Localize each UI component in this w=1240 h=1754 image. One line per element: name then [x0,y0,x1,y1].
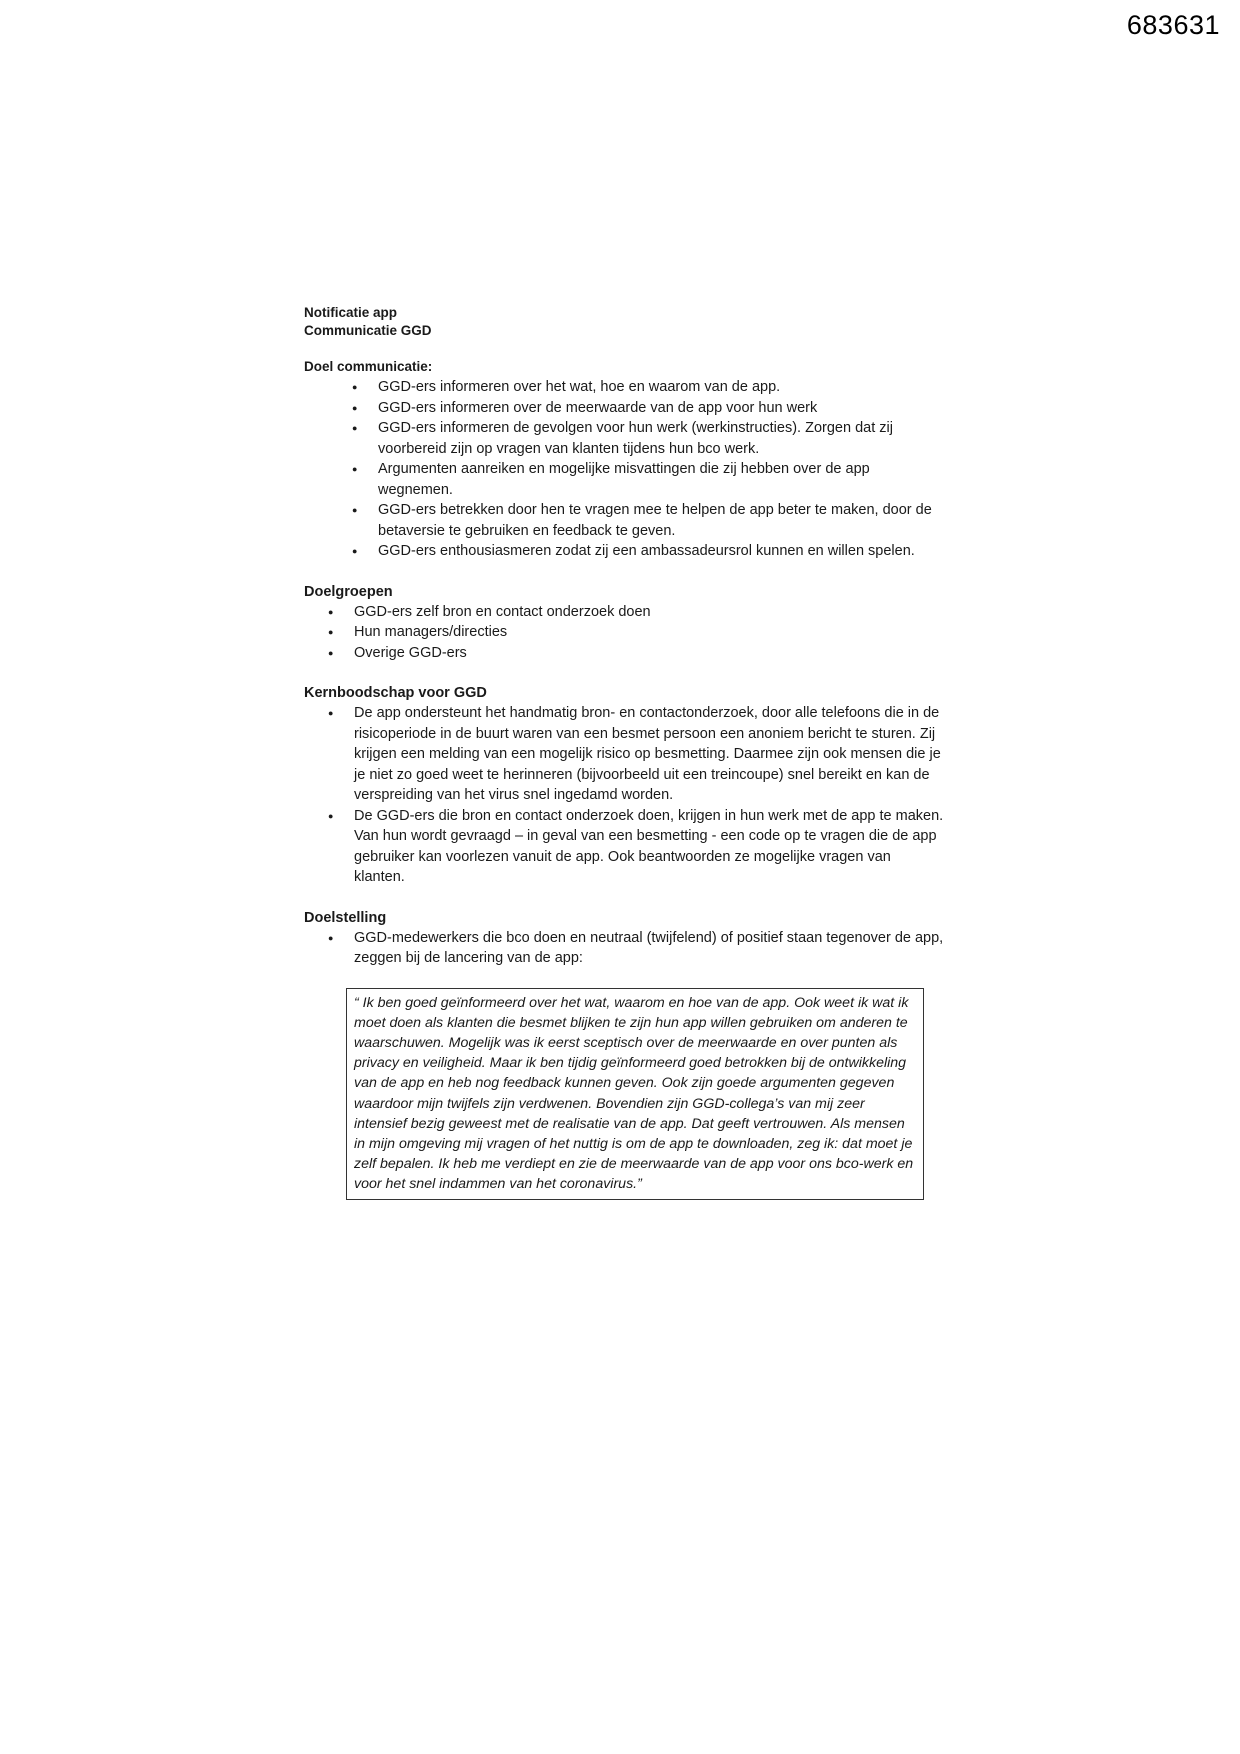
heading-doelgroepen: Doelgroepen [304,583,393,600]
list-item: ● Argumenten aanreiken en mogelijke misvattingen die zij hebben over de app wegnemen. [304,459,944,500]
list-item: ● De GGD-ers die bron en contact onderzoek doen, krijgen in hun werk met de app te maken. Van hun wordt gevraagd – in geval van een besmetting - een code op te vragen die de app gebruiker kan voorlezen vanuit de app. Ook beantwoorden ze mogelijke vragen van klanten. [304,806,944,888]
list-item: ● Hun managers/directies [304,622,944,643]
heading-kernboodschap: Kernboodschap voor GGD [304,685,487,701]
document-number: 683631 [1126,10,1220,40]
document-title: Notificatie app [304,305,398,320]
list-item: ● De app ondersteunt het handmatig bron- en contactonderzoek, door alle telefoons die in de risicoperiode in de buurt waren van een besmet persoon een anoniem bericht te sturen. Zij krijgen een melding van een mogelijk risico op besmetting. Daarmee zijn ook mensen die je je niet zo goed weet te herinneren (bijvoorbeeld uit een treincoupe) snel bereikt en kan de verspreiding van het virus snel ingedamd worden. [304,703,944,806]
heading-doel-communicatie: Doel communicatie: [304,359,433,374]
list-doel-communicatie [304,377,944,562]
list-item: ● GGD-ers betrekken door hen te vragen mee te helpen de app beter te maken, door de betaversie te gebruiken en feedback te geven. [304,500,944,541]
list-item: ● GGD-medewerkers die bco doen en neutraal (twijfelend) of positief staan tegenover de app, zeggen bij de lancering van de app: [304,928,944,969]
list-kernboodschap [304,703,944,888]
quote-box: “ Ik ben goed geïnformeerd over het wat, waarom en hoe van de app. Ook weet ik wat ik moet doen als klanten die besmet blijken te zijn hun app willen gebruiken om anderen te waarschuwen. Mogelijk was ik eerst sceptisch over de meerwaarde en over punten als privacy en veiligheid. Maar ik ben tijdig geïnformeerd goed betrokken bij de ontwikkeling van de app en heb nog feedback kunnen geven. Ook zijn goede argumenten gegeven waardoor mijn twijfels zijn verdwenen. Bovendien zijn GGD-collega’s van mij zeer intensief bezig geweest met de realisatie van de app. Dat geeft vertrouwen. Als mensen in mijn omgeving mij vragen of het nuttig is om de app te downloaden, zeg ik: dat moet je zelf bepalen. Ik heb me verdiept en zie de meerwaarde van de app voor ons bco-werk en voor het snel indammen van het coronavirus.” [346,988,924,1200]
list-item: ● GGD-ers informeren de gevolgen voor hun werk (werkinstructies). Zorgen dat zij voorbereid zijn op vragen van klanten tijdens hun bco werk. [304,418,944,459]
list-item: ● GGD-ers enthousiasmeren zodat zij een ambassadeursrol kunnen en willen spelen. [304,541,944,562]
list-item: ● GGD-ers informeren over de meerwaarde van de app voor hun werk [304,398,944,419]
document-subtitle: Communicatie GGD [304,323,432,338]
list-doelgroepen [304,602,944,664]
document-body [304,304,944,1200]
list-item: ● GGD-ers zelf bron en contact onderzoek doen [304,602,944,623]
list-item: ● GGD-ers informeren over het wat, hoe en waarom van de app. [304,377,944,398]
list-doelstelling [304,928,944,969]
list-item: ● Overige GGD-ers [304,643,944,664]
heading-doelstelling: Doelstelling [304,909,387,926]
